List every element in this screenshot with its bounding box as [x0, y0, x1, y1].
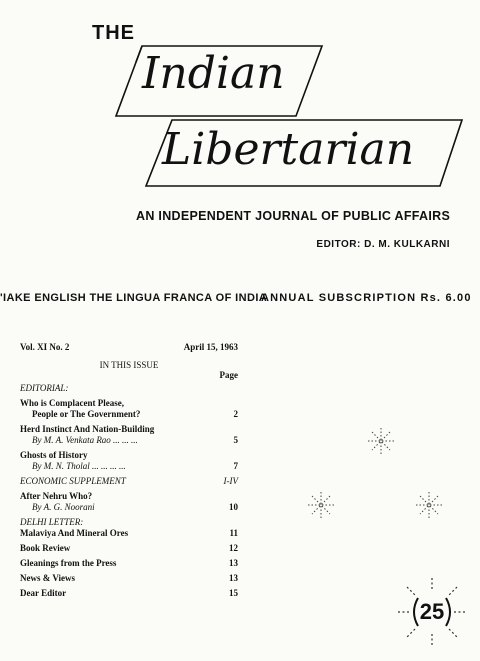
star-ornament-icon — [366, 426, 396, 456]
title-banner-indian — [112, 36, 324, 126]
issue-date: April 15, 1963 — [183, 342, 238, 352]
section-editorial: EDITORIAL: — [20, 383, 69, 393]
toc-page: 13 — [229, 573, 238, 583]
star-ornament-icon — [306, 490, 336, 520]
page-column-label: Page — [219, 370, 238, 380]
toc-page: 12 — [229, 543, 238, 553]
table-row — [20, 461, 238, 472]
toc-title: People or The Government? — [32, 409, 141, 419]
toc-page: 10 — [229, 502, 238, 512]
toc-title: Book Review — [20, 543, 71, 553]
table-row — [20, 435, 238, 446]
table-row — [20, 476, 238, 487]
toc-title: Malaviya And Mineral Ores — [20, 528, 129, 538]
title-banner-libertarian — [140, 116, 464, 192]
toc-title: Dear Editor — [20, 588, 67, 598]
toc-author: By M. A. Venkata Rao ... ... ... — [32, 435, 138, 445]
section-delhi-letter: DELHI LETTER: — [20, 517, 84, 527]
toc-page: 2 — [233, 409, 238, 419]
toc-page: I-IV — [223, 476, 238, 486]
volume-number: Vol. XI No. 2 — [20, 342, 70, 352]
price-badge: 25 — [419, 599, 445, 624]
editor-line: EDITOR: D. M. KULKARNI — [316, 239, 450, 250]
toc-title: News & Views — [20, 573, 75, 583]
toc-page: 15 — [229, 588, 238, 598]
toc-title: After Nehru Who? — [20, 491, 93, 501]
toc-title: Gleanings from the Press — [20, 558, 117, 568]
toc-title: Who is Complacent Please, — [20, 398, 124, 408]
toc-author: By M. N. Tholal ... ... ... ... — [32, 461, 126, 471]
annual-subscription: ANNUAL SUBSCRIPTION Rs. 6.00 — [261, 292, 472, 304]
table-row — [20, 573, 238, 584]
table-row — [20, 558, 238, 569]
toc-title: Herd Instinct And Nation-Building — [20, 424, 155, 434]
toc-page: 5 — [233, 435, 238, 445]
table-row — [20, 528, 238, 539]
toc-page: 7 — [233, 461, 238, 471]
issue-header — [20, 342, 238, 353]
table-row — [20, 409, 238, 420]
table-of-contents — [20, 342, 238, 599]
journal-subtitle: AN INDEPENDENT JOURNAL OF PUBLIC AFFAIRS — [136, 209, 451, 223]
table-row — [20, 588, 238, 599]
title-libertarian: Libertarian — [162, 124, 415, 175]
toc-title: Ghosts of History — [20, 450, 88, 460]
in-this-issue-heading: IN THIS ISSUE — [99, 360, 159, 370]
star-ornament-icon — [414, 490, 444, 520]
toc-page: 13 — [229, 558, 238, 568]
section-economic-supplement: ECONOMIC SUPPLEMENT — [20, 476, 126, 486]
slogan: 'IAKE ENGLISH THE LINGUA FRANCA OF INDIA — [0, 292, 268, 304]
masthead-the: THE — [92, 22, 135, 44]
toc-page: 11 — [229, 528, 238, 538]
table-row — [20, 502, 238, 513]
title-indian: Indian — [142, 48, 285, 99]
toc-author: By A. G. Noorani — [32, 502, 95, 512]
table-row — [20, 543, 238, 554]
